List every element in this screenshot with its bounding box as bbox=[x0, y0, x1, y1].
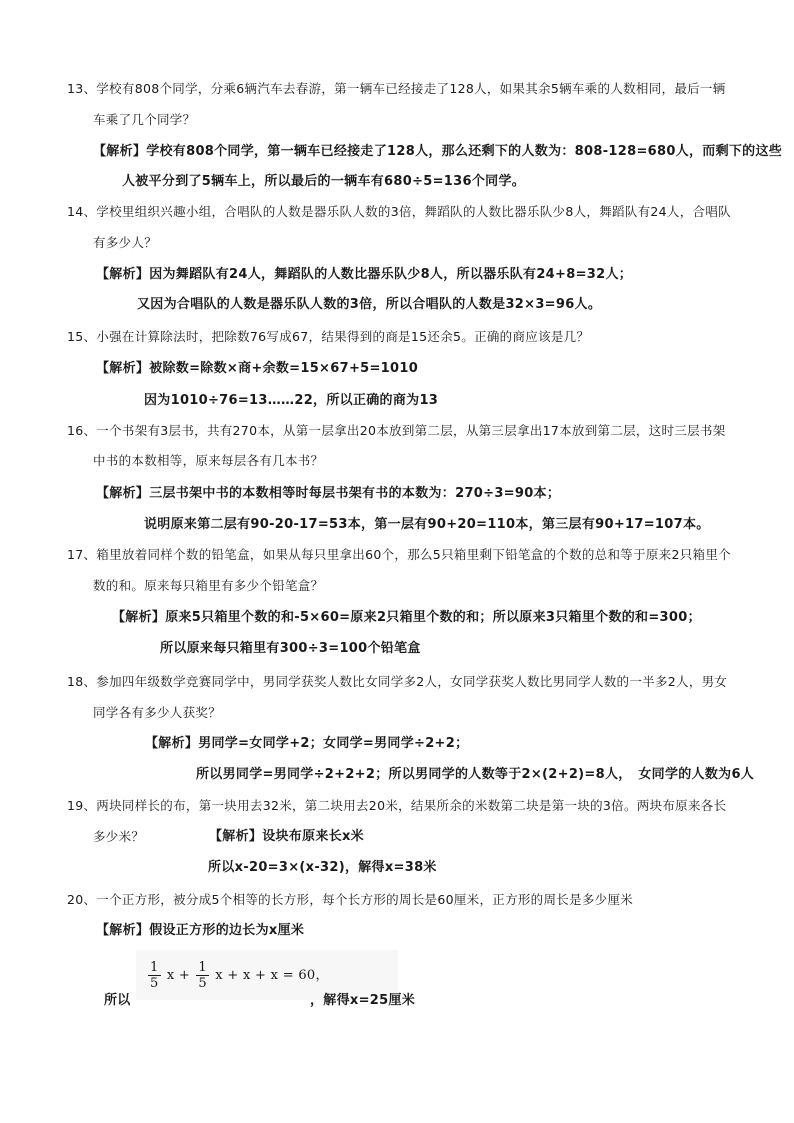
equation-middle: x + bbox=[166, 968, 191, 983]
q15-answer-line1: 【解析】被除数=除数×商+余数=15×67+5=1010 bbox=[96, 361, 419, 376]
q19-answer-line2: 所以x-20=3×(x-32)，解得x=38米 bbox=[208, 860, 437, 875]
q20-result: ，解得x=25厘米 bbox=[310, 993, 416, 1008]
q20-equation bbox=[146, 957, 329, 994]
q20-so-label: 所以 bbox=[104, 993, 131, 1008]
q14-answer-line1: 【解析】因为舞蹈队有24人，舞蹈队的人数比器乐队少8人，所以器乐队有24+8=32人； bbox=[96, 267, 633, 282]
q16-line1: 16、一个书架有3层书，共有270本，从第一层拿出20本放到第二层，从第三层拿出17本放到第二层，这时三层书架 bbox=[67, 423, 726, 438]
equation-tail: x + x + x = 60， bbox=[215, 968, 329, 983]
q14-line2: 有多少人？ bbox=[93, 235, 158, 250]
q18-answer-line1: 【解析】男同学=女同学+2；女同学=男同学÷2+2； bbox=[145, 736, 469, 751]
q15-answer-line2: 因为1010÷76=13……22，所以正确的商为13 bbox=[144, 393, 439, 408]
q18-line1: 18、参加四年级数学竞赛同学中，男同学获奖人数比女同学多2人，女同学获奖人数比男同学人数的一半多2人，男女 bbox=[67, 674, 728, 689]
q14-line1: 14、学校里组织兴趣小组，合唱队的人数是器乐队人数的3倍，舞蹈队的人数比器乐队少8人，舞蹈队有24人，合唱队 bbox=[67, 204, 731, 219]
q20-line1: 20、一个正方形，被分成5个相等的长方形，每个长方形的周长是60厘米，正方形的周长是多少厘米 bbox=[67, 892, 634, 907]
q18-answer-line2: 所以男同学=男同学÷2+2+2；所以男同学的人数等于2×(2+2)=8人， 女同学的人数为6人 bbox=[196, 767, 755, 782]
q14-answer-line2: 又因为合唱队的人数是器乐队人数的3倍，所以合唱队的人数是32×3=96人。 bbox=[137, 297, 602, 312]
q13-line2: 车乘了几个同学？ bbox=[93, 112, 196, 127]
q16-answer-line1: 【解析】三层书架中书的本数相等时每层书架有书的本数为：270÷3=90本； bbox=[96, 486, 561, 501]
q17-answer-line2: 所以原来每只箱里有300÷3=100个铅笔盒 bbox=[160, 641, 421, 656]
fraction-one-fifth-2: $\frac{1}{5}$ bbox=[198, 960, 207, 991]
q13-line1: 13、学校有808个同学，分乘6辆汽车去春游，第一辆车已经接走了128人，如果其余5辆车乘的人数相同，最后一辆 bbox=[67, 81, 726, 96]
q17-line1: 17、箱里放着同样个数的铅笔盒，如果从每只里拿出60个，那么5只箱里剩下铅笔盒的个数的总和等于原来2只箱里个 bbox=[67, 547, 731, 562]
q13-answer-line1: 【解析】学校有808个同学，第一辆车已经接走了128人，那么还剩下的人数为：808-128=680人，而剩下的这些 bbox=[93, 144, 783, 159]
q19-line2: 多少米？ bbox=[93, 829, 145, 844]
fraction-one-fifth: $\frac{1}{5}$ bbox=[150, 960, 159, 991]
q15-line1: 15、小强在计算除法时，把除数76写成67，结果得到的商是15还余5。正确的商应该是几？ bbox=[67, 329, 590, 344]
q17-answer-line1: 【解析】原来5只箱里个数的和-5×60=原来2只箱里个数的和；所以原来3只箱里个数的和=300； bbox=[112, 610, 701, 625]
q16-answer-line2: 说明原来第二层有90-20-17=53本，第一层有90+20=110本，第三层有90+17=107本。 bbox=[144, 517, 710, 532]
q13-answer-line2: 人被平分到了5辆车上，所以最后的一辆车有680÷5=136个同学。 bbox=[122, 174, 526, 189]
q17-line2: 数的和。原来每只箱里有多少个铅笔盒？ bbox=[93, 578, 324, 593]
q19-answer-line1: 【解析】设块布原来长x米 bbox=[209, 829, 364, 844]
q18-line2: 同学各有多少人获奖？ bbox=[93, 705, 222, 720]
q20-answer-line1: 【解析】假设正方形的边长为x厘米 bbox=[96, 923, 305, 938]
q19-line1: 19、两块同样长的布，第一块用去32米，第二块用去20米，结果所余的米数第二块是第一块的3倍。两块布原来各长 bbox=[67, 798, 727, 813]
q16-line2: 中书的本数相等，原来每层各有几本书？ bbox=[93, 453, 324, 468]
